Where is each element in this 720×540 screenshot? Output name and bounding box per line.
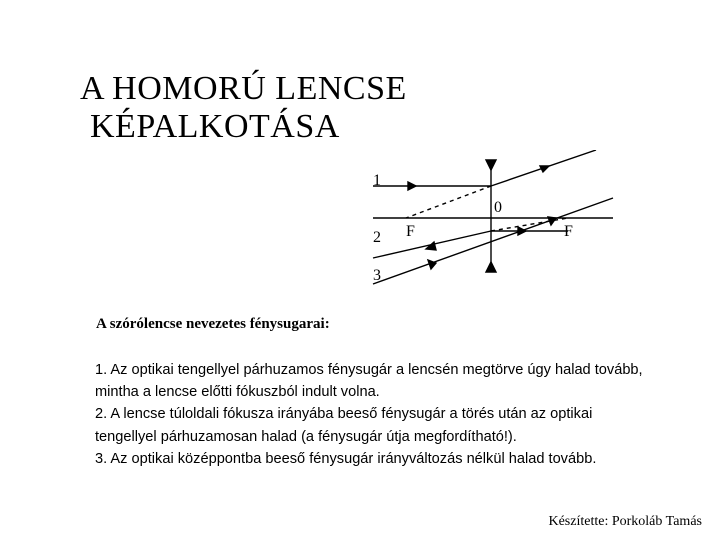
ray-description-3: 3. Az optikai középpontba beeső fénysugár irányváltozás nélkül halad tovább. [95,450,597,467]
center-label: 0 [494,199,502,216]
ray-label-1: 1 [373,172,381,189]
lens-top-arrow [486,160,496,170]
ray-1-arrow [408,182,416,190]
title-line-1: A HOMORÚ LENCSE [80,70,407,107]
title-line-2: KÉPALKOTÁSA [90,108,340,145]
slide-title [80,70,407,146]
author-credit: Készítette: Porkoláb Tamás [548,514,702,529]
concave-lens-ray-diagram [368,150,618,295]
ray-3-out-arrow [548,217,556,225]
ray-1-extension [406,186,491,218]
ray-description-1: 1. Az optikai tengellyel párhuzamos fénysugár a lencsén megtörve úgy halad tovább, mintha a lencse előtti fókuszból indult volna. [95,362,643,401]
ray-1-out-arrow [540,166,549,172]
focus-right-label: F [564,223,573,240]
rays-description [95,359,655,470]
section-heading: A szórólencse nevezetes fénysugarai: [96,316,330,332]
ray-2-extension [491,218,568,231]
lens-bottom-arrow [486,262,496,272]
ray-label-3: 3 [373,267,381,284]
ray-label-2: 2 [373,229,381,246]
focus-left-label: F [406,223,415,240]
ray-description-2: 2. A lencse túloldali fókusza irányába beeső fénysugár a törés után az optikai tengellyel párhuzamosan halad (a fénysugár útja megfordítható!). [95,406,593,445]
